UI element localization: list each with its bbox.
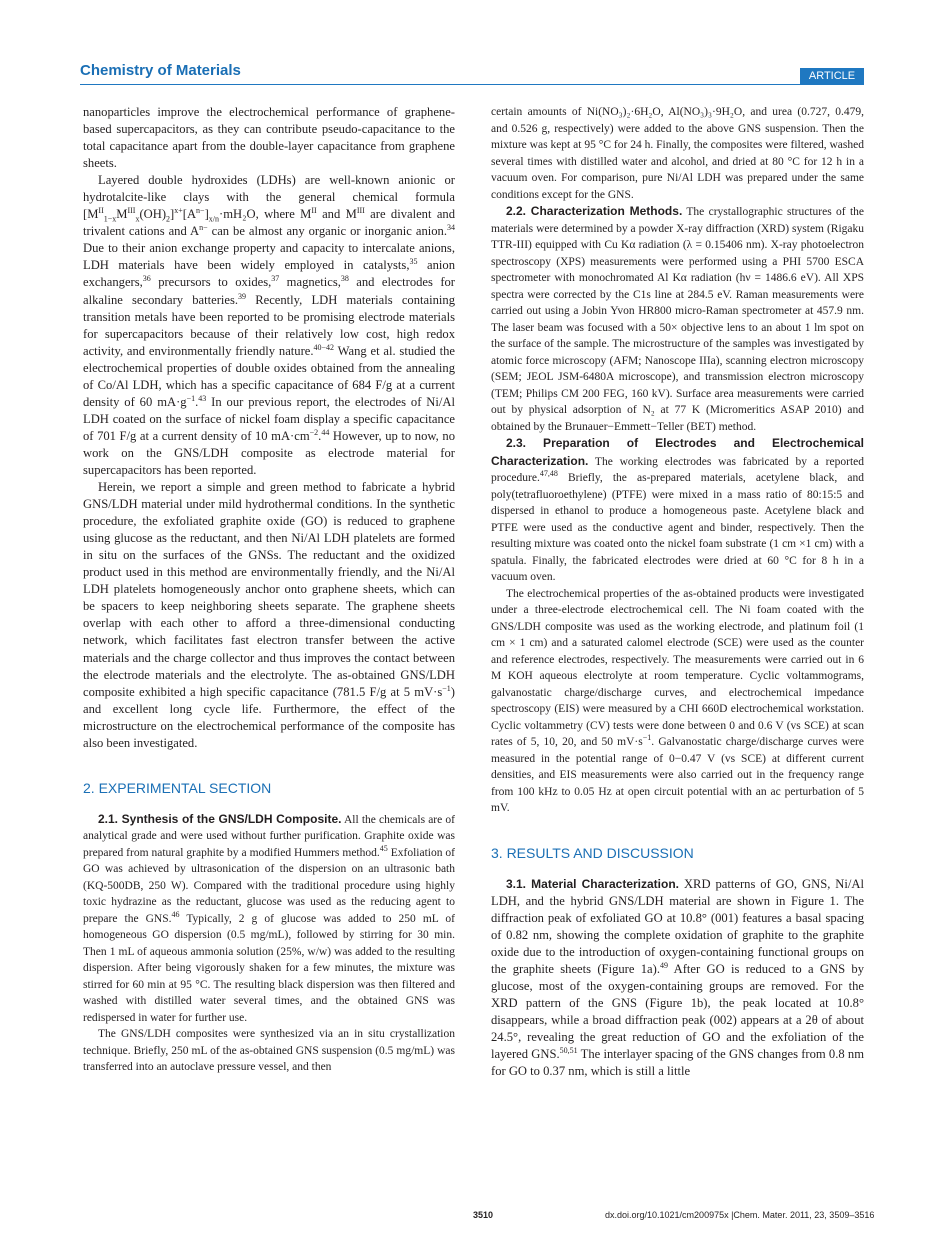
paragraph: The electrochemical properties of the as-obtained products were investigated under a three-electrode electrochemical cell. The Ni foam coated with the GNS/LDH composite was used as the working electrode, and platinum foil (1 cm × 1 cm) and a saturated calomel electrode (SCE) were used as the counter and reference electrodes, respectively. The measurements were carried out in 6 M KOH aqueous electrolyte at room temperature. Cyclic voltammograms, galvanostatic charge/discharge curves, and electrochemical impedance spectroscopy (EIS) were measured by a CHI 660D electrochemical workstation. Cyclic voltammetry (CV) tests were done between 0 and 0.6 V (vs SCE) at scan rates of 5, 10, 20, and 50 $mV\cdot s^{-1}$. Galvanostatic charge/discharge curves were measured in the potential range of 0−0.47 V (vs SCE) at different current densities, and EIS measurements were also carried out in the frequency range from 100 kHz to 0.05 Hz at open circuit potential with an ac perturbation of 5 mV. <box>491 587 864 814</box>
paragraph: certain amounts of Ni(NO₃)₂·6H₂O, Al(NO₃)₃·9H₂O, and urea (0.727, 0.479, and 0.526 g, respectively) were added to the above GNS suspension. Then the mixture was kept at 95 °C for 24 h. Finally, the composites were filtered, washed several times with distilled water and alcohol, and dried at 80 °C for 12 h in a vacuum oven. For comparison, pure Ni/Al LDH was prepared under the same conditions except for the GNS. <box>491 106 864 201</box>
subsection-title: 2.1. Synthesis of the GNS/LDH Composite. <box>98 811 342 826</box>
article-badge: ARTICLE <box>800 68 864 85</box>
paragraph: Herein, we report a simple and green method to fabricate a hybrid GNS/LDH material under mild hydrothermal conditions. In the synthetic procedure, the exfoliated graphite oxide (GO) is reduced to graphene using glucose as the reductant, and then Ni/Al LDH platelets are formed in situ on the surfaces of the GNSs. The reductant and the oxidized product used in this method are environmentally friendly, and the Ni/Al LDH platelets homogeneously anchor onto graphene sheets, which can be spacers to keep neighboring sheets separate. The graphene sheets overlap with each other to afford a three-dimensional conducting network, which facilitates fast electron transfer between the active materials and the charge collector and thus improves the contact between the electrode materials and the electrolyte. The as-obtained GNS/LDH composite exhibited a high specific capacitance (781.5 F/g at 5 $mV\cdot s^{-1}$) and excellent long cycle life. Furthermore, the effect of the microstructure on the electrochemical performance of the composite has also been investigated. <box>83 480 455 750</box>
left-column <box>83 104 455 1076</box>
subsection-title: 2.3. Preparation of Electrodes and Electrochemical Characterization. <box>491 436 864 468</box>
paragraph: 2.3. Preparation of Electrodes and Electrochemical Characterization. The working electrodes was fabricated by a reported procedure.$^{47,48}$ Briefly, the as-prepared materials, acetylene black, and poly(tetrafluoroethylene) (PTFE) were mixed in a mass ratio of 80:15:5 and dispersed in ethanol to produce a homogeneous paste. Acetylene black and PTFE were used as the conductive agent and binder, respectively. Then the resulting mixture was coated onto the nickel foam substrate (1 cm ×1 cm) with a spatula. Finally, the fabricated electrodes were dried at 60 °C for 8 h in a vacuum oven. <box>491 436 864 583</box>
header-rule <box>80 84 864 85</box>
paragraph: Layered double hydroxides (LDHs) are well-known anionic or hydrotalcite-like clays with the general chemical formula $[M^{II}_{1-x}M^{III}_x(OH)_2]^{x+}[A^{n-}]_{x/n}\cdot mH_2O$, where $M^{II}$ and $M^{III}$ are divalent and trivalent cations and $A^{n-}$ can be almost any organic or inorganic anion.$^{34}$ Due to their anion exchange property and capacity to intercalate anions, LDH materials have been widely employed in catalysts,$^{35}$ anion exchangers,$^{36}$ precursors to oxides,$^{37}$ magnetics,$^{38}$ and electrodes for alkaline secondary batteries.$^{39}$ Recently, LDH materials containing transition metals have been reported to be promising electrode materials for supercapacitors because of their relatively low cost, high redox activity, and environmentally friendly nature.$^{40-42}$ Wang et al. studied the electrochemical properties of double oxides obtained from the annealing of Co/Al LDH, which has a specific capacitance of 684 F/g at a current density of 60 $mA\cdot g^{-1}.^{43}$ In our previous report, the electrodes of Ni/Al LDH coated on the surface of nickel foam display a specific capacitance of 701 F/g at a current density of 10 $mA\cdot cm^{-2}.^{44}$ However, up to now, no work on the GNS/LDH composite as electrode material for supercapacitors has been reported. <box>83 173 455 477</box>
paragraph: 2.1. Synthesis of the GNS/LDH Composite. All the chemicals are of analytical grade and were used without further purification. Graphite oxide was prepared from natural graphite by a modified Hummers method.$^{45}$ Exfoliation of GO was achieved by ultrasonication of the dispersion on an ultrasonic bath (KQ-500DB, 250 W). Compared with the traditional procedure using highly toxic hydrazine as the reductant, glucose was used as the reducing agent to prepare the GNS.$^{46}$ Typically, 2 g of glucose was added to 250 mL of homogeneous GO dispersion (0.5 mg/mL), followed by stirring for 30 min. Then 1 mL of aqueous ammonia solution (25%, w/w) was added to the resulting dispersion. After being vigorously shaken for a few minutes, the mixture was stirred for 60 min at 95 °C. The resulting black dispersion was then filtered and washed with distilled water several times, and the obtained GNS was redispersed in water for further use. <box>83 811 455 1024</box>
subsection-title: 3.1. Material Characterization. <box>506 876 679 891</box>
right-column <box>491 104 864 1080</box>
paragraph: nanoparticles improve the electrochemical performance of graphene-based supercapacitors, as they can contribute pseudo-capacitance to the total capacitance apart from the double-layer capacitance from graphene sheets. <box>83 105 455 171</box>
paragraph: 3.1. Material Characterization. XRD patterns of GO, GNS, Ni/Al LDH, and the hybrid GNS/LDH material are shown in Figure 1. The diffraction peak of exfoliated GO at 10.8° (001) features a basal spacing of 0.82 nm, showing the complete oxidation of graphite to the graphite oxide due to the introduction of oxygen-containing functional groups on the graphite sheets (Figure 1a).$^{49}$ After GO is reduced to a GNS by glucose, most of the oxygen-containing groups are removed. For the XRD pattern of the GNS (Figure 1b), the peak located at 10.8° disappears, while a broad diffraction peak (002) appears at a 2θ of about 24.5°, revealing the great reduction of GO and the exfoliation of the layered GNS.$^{50,51}$ The interlayer spacing of the GNS changes from 0.8 nm for GO to 0.37 nm, which is still a little <box>491 876 865 1079</box>
journal-title: Chemistry of Materials <box>80 62 241 79</box>
section-heading: 2. EXPERIMENTAL SECTION <box>83 779 272 796</box>
subsection-title: 2.2. Characterization Methods. <box>506 204 683 218</box>
paragraph: 2.2. Characterization Methods. The crystallographic structures of the materials were determined by a powder X-ray diffraction (XRD) system (Rigaku TTR-III) equipped with Cu Kα radiation (λ = 0.15406 nm). X-ray photoelectron spectroscopy (XPS) measurements were performed using a PHI 5700 ESCA spectrometer with monochromated Al Kα radiation (hν = 1486.6 eV). All XPS spectra were corrected by the C1s line at 284.5 eV. Raman measurements were carried out using a Jobin Yvon HR800 micro-Raman spectrometer at 457.9 nm. The laser beam was focused with a 50× objective lens to an about 1 lm spot on the surface of the sample. The microstructure of the samples was investigated by atomic force microscopy (AFM; Nanoscope IIIa), scanning electron microscopy (SEM; JEOL JSM-6480A microscope), and transmission electron microscopy (TEM; Philips CM 200 FEG, 160 kV). Surface area measurements were carried out by physical adsorption of N₂ at 77 K (Micromeritics ASAP 2010) and obtained by the Brunauer−Emmett−Teller (BET) method. <box>491 204 865 433</box>
section-heading: 3. RESULTS AND DISCUSSION <box>491 844 694 861</box>
paragraph: The GNS/LDH composites were synthesized via an in situ crystallization technique. Briefly, 250 mL of the as-obtained GNS suspension (0.5 mg/mL) was transferred into an autoclave pressure vessel, and then <box>83 1028 455 1074</box>
doi-citation[interactable]: dx.doi.org/10.1021/cm200975x |Chem. Mater. 2011, 23, 3509–3516 <box>605 1210 875 1220</box>
page-number: 3510 <box>473 1210 494 1220</box>
